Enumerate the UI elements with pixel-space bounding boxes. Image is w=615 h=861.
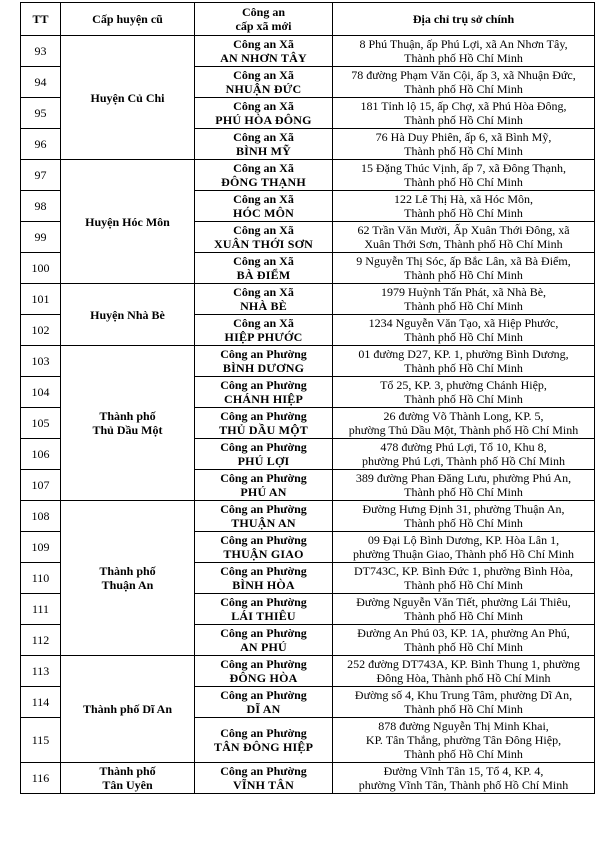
- police-unit-name: NHÀ BÈ: [240, 299, 287, 313]
- address-line: 1234 Nguyễn Văn Tạo, xã Hiệp Phước,: [368, 316, 559, 330]
- police-unit-cell: [195, 129, 333, 160]
- row-number: 107: [21, 470, 61, 501]
- address-line: 1979 Huỳnh Tấn Phát, xã Nhà Bè,: [380, 285, 547, 299]
- address-line: 26 đường Võ Thành Long, KP. 5,: [383, 409, 544, 423]
- police-unit-type: Công an Phường: [220, 626, 307, 640]
- address-cell: [333, 191, 595, 222]
- address-line: 122 Lê Thị Hà, xã Hóc Môn,: [393, 192, 534, 206]
- police-unit-type: Công an Xã: [233, 99, 294, 113]
- address-cell: [333, 625, 595, 656]
- former-district-name: Thành phố Dĩ An: [82, 702, 173, 716]
- police-unit-type: Công an Xã: [233, 254, 294, 268]
- former-district-name: Tân Uyên: [102, 778, 153, 792]
- police-unit-type: Công an Phường: [220, 378, 307, 392]
- row-number: 116: [21, 763, 61, 794]
- police-unit-name: NHUẬN ĐỨC: [225, 82, 302, 96]
- address-line: Tổ 25, KP. 3, phường Chánh Hiệp,: [380, 378, 547, 392]
- row-number: 104: [21, 377, 61, 408]
- police-unit-name: LÁI THIÊU: [231, 609, 296, 623]
- address-cell: [333, 67, 595, 98]
- former-district-cell: [61, 501, 195, 656]
- address-cell: [333, 656, 595, 687]
- police-unit-name: PHÚ LỢI: [237, 454, 290, 468]
- address-line: Thành phố Hồ Chí Minh: [404, 175, 523, 189]
- police-unit-type: Công an Xã: [233, 37, 294, 51]
- police-unit-type: Công an Phường: [220, 533, 307, 547]
- header-xa: [195, 3, 333, 36]
- police-unit-name: ĐÔNG THẠNH: [221, 175, 306, 189]
- address-line: KP. Tân Thắng, phường Tân Đông Hiệp,: [365, 733, 562, 747]
- former-district-name: Huyện Nhà Bè: [90, 307, 165, 322]
- police-unit-type: Công an Xã: [233, 161, 294, 175]
- row-number: 115: [21, 718, 61, 763]
- police-unit-cell: [195, 346, 333, 377]
- address-cell: [333, 98, 595, 129]
- address-line: Thành phố Hồ Chí Minh: [404, 144, 523, 158]
- row-number: 102: [21, 315, 61, 346]
- address-line: 181 Tỉnh lộ 15, ấp Chợ, xã Phú Hòa Đông,: [360, 99, 567, 113]
- address-line: Xuân Thới Sơn, Thành phố Hồ Chí Minh: [364, 237, 563, 251]
- row-number: 95: [21, 98, 61, 129]
- address-line: Thành phố Hồ Chí Minh: [404, 609, 523, 623]
- police-unit-type: Công an Phường: [220, 564, 307, 578]
- address-cell: [333, 222, 595, 253]
- address-line: phường Phú Lợi, Thành phố Hồ Chí Minh: [362, 454, 565, 468]
- row-number: 106: [21, 439, 61, 470]
- police-unit-type: Công an Xã: [233, 130, 294, 144]
- police-unit-name: THUẬN GIAO: [223, 547, 304, 561]
- header-tt: TT: [21, 3, 61, 36]
- row-number: 105: [21, 408, 61, 439]
- row-number: 110: [21, 563, 61, 594]
- address-line: Thành phố Hồ Chí Minh: [404, 268, 523, 282]
- header-huyen: Cấp huyện cũ: [61, 3, 195, 36]
- header-xa-line1: Công an: [241, 5, 285, 19]
- police-unit-type: Công an Phường: [220, 347, 307, 361]
- police-unit-name: HIỆP PHƯỚC: [224, 330, 303, 344]
- address-cell: [333, 36, 595, 67]
- address-line: Thành phố Hồ Chí Minh: [404, 51, 523, 65]
- table-row: [21, 763, 595, 794]
- police-unit-cell: [195, 36, 333, 67]
- row-number: 101: [21, 284, 61, 315]
- address-line: 62 Trần Văn Mười, Ấp Xuân Thới Đông, xã: [357, 223, 570, 237]
- police-unit-name: BÀ ĐIỂM: [236, 268, 291, 282]
- address-line: Thành phố Hồ Chí Minh: [404, 206, 523, 220]
- address-line: phường Vĩnh Tân, Thành phố Hồ Chí Minh: [358, 778, 569, 792]
- row-number: 98: [21, 191, 61, 222]
- address-line: 9 Nguyễn Thị Sóc, ấp Bắc Lân, xã Bà Điểm,: [356, 254, 571, 268]
- row-number: 103: [21, 346, 61, 377]
- table-row: [21, 501, 595, 532]
- row-number: 97: [21, 160, 61, 191]
- address-cell: [333, 594, 595, 625]
- address-cell: [333, 501, 595, 532]
- address-line: phường Thủ Dầu Một, Thành phố Hồ Chí Minh: [348, 423, 579, 437]
- police-unit-cell: [195, 191, 333, 222]
- address-line: Thành phố Hồ Chí Minh: [404, 299, 523, 313]
- header-addr: Địa chỉ trụ sở chính: [333, 3, 595, 36]
- address-line: Thành phố Hồ Chí Minh: [404, 485, 523, 499]
- police-unit-type: Công an Phường: [220, 595, 307, 609]
- police-unit-cell: [195, 377, 333, 408]
- former-district-cell: [61, 656, 195, 763]
- former-district-name: Thành phố: [99, 764, 156, 778]
- police-unit-type: Công an Xã: [233, 68, 294, 82]
- address-line: 15 Đặng Thúc Vịnh, ấp 7, xã Đông Thạnh,: [361, 161, 566, 175]
- row-number: 113: [21, 656, 61, 687]
- police-unit-name: BÌNH DƯƠNG: [222, 361, 305, 375]
- police-unit-name: BÌNH HÒA: [232, 578, 295, 592]
- police-unit-cell: [195, 253, 333, 284]
- police-unit-type: Công an Phường: [220, 409, 307, 423]
- police-unit-cell: [195, 160, 333, 191]
- police-unit-cell: [195, 563, 333, 594]
- header-xa-line2: cấp xã mới: [235, 19, 292, 33]
- address-line: Đông Hòa, Thành phố Hồ Chí Minh: [376, 671, 551, 685]
- row-number: 96: [21, 129, 61, 160]
- table-row: [21, 346, 595, 377]
- address-cell: [333, 377, 595, 408]
- police-unit-type: Công an Phường: [220, 688, 307, 702]
- police-unit-cell: [195, 594, 333, 625]
- address-line: 01 đường D27, KP. 1, phường Bình Dương,: [358, 347, 569, 361]
- police-unit-name: TÂN ĐÔNG HIỆP: [213, 740, 314, 754]
- address-line: Thành phố Hồ Chí Minh: [404, 392, 523, 406]
- former-district-cell: [61, 346, 195, 501]
- row-number: 99: [21, 222, 61, 253]
- table-row: [21, 160, 595, 191]
- police-unit-name: PHÚ AN: [240, 485, 287, 499]
- table-row: [21, 36, 595, 67]
- address-line: Thành phố Hồ Chí Minh: [404, 113, 523, 127]
- police-unit-type: Công an Phường: [220, 471, 307, 485]
- police-unit-type: Công an Xã: [233, 285, 294, 299]
- police-unit-type: Công an Xã: [233, 223, 294, 237]
- police-unit-name: ĐÔNG HÒA: [229, 671, 298, 685]
- table-row: [21, 284, 595, 315]
- police-unit-name: THỦ DẦU MỘT: [219, 423, 308, 437]
- address-line: Đường An Phú 03, KP. 1A, phường An Phú,: [357, 626, 570, 640]
- police-unit-cell: [195, 656, 333, 687]
- police-address-table: [20, 2, 595, 794]
- former-district-cell: [61, 284, 195, 346]
- address-line: Đường Vĩnh Tân 15, Tổ 4, KP. 4,: [383, 764, 544, 778]
- address-cell: [333, 408, 595, 439]
- police-unit-cell: [195, 763, 333, 794]
- former-district-cell: [61, 763, 195, 794]
- police-unit-name: DĨ AN: [246, 702, 281, 716]
- former-district-name: Huyện Củ Chi: [90, 90, 165, 105]
- row-number: 109: [21, 532, 61, 563]
- police-unit-name: PHÚ HÒA ĐÔNG: [215, 113, 312, 127]
- address-cell: [333, 439, 595, 470]
- police-unit-name: HÓC MÔN: [232, 206, 295, 220]
- address-cell: [333, 160, 595, 191]
- table-body: [21, 36, 595, 794]
- police-unit-cell: [195, 439, 333, 470]
- address-cell: [333, 687, 595, 718]
- former-district-name: Thành phố: [99, 564, 156, 578]
- address-cell: [333, 284, 595, 315]
- police-unit-cell: [195, 315, 333, 346]
- address-cell: [333, 253, 595, 284]
- police-unit-name: AN PHÚ: [240, 640, 287, 654]
- address-line: 252 đường DT743A, KP. Bình Thung 1, phường: [347, 657, 580, 671]
- former-district-name: Huyện Hóc Môn: [85, 214, 170, 229]
- address-cell: [333, 470, 595, 501]
- police-unit-cell: [195, 625, 333, 656]
- former-district-cell: [61, 160, 195, 284]
- police-unit-type: Công an Phường: [220, 764, 307, 778]
- address-cell: [333, 315, 595, 346]
- former-district-name: Thủ Dầu Một: [92, 423, 163, 437]
- address-line: Thành phố Hồ Chí Minh: [404, 702, 523, 716]
- address-line: Đường số 4, Khu Trung Tâm, phường Dĩ An,: [354, 688, 573, 702]
- police-unit-cell: [195, 98, 333, 129]
- former-district-name: Thành phố: [99, 409, 156, 423]
- police-unit-type: Công an Phường: [220, 440, 307, 454]
- police-unit-cell: [195, 718, 333, 763]
- police-unit-cell: [195, 284, 333, 315]
- address-line: 878 đường Nguyễn Thị Minh Khai,: [378, 719, 549, 733]
- address-line: 76 Hà Duy Phiên, ấp 6, xã Bình Mỹ,: [375, 130, 552, 144]
- police-unit-name: BÌNH MỸ: [235, 144, 292, 158]
- row-number: 108: [21, 501, 61, 532]
- row-number: 111: [21, 594, 61, 625]
- police-unit-cell: [195, 67, 333, 98]
- police-unit-cell: [195, 408, 333, 439]
- police-unit-type: Công an Xã: [233, 316, 294, 330]
- former-district-cell: [61, 36, 195, 160]
- police-unit-type: Công an Phường: [220, 726, 307, 740]
- address-cell: [333, 532, 595, 563]
- address-line: Thành phố Hồ Chí Minh: [404, 640, 523, 654]
- address-cell: [333, 763, 595, 794]
- police-unit-cell: [195, 532, 333, 563]
- address-cell: [333, 129, 595, 160]
- address-line: DT743C, KP. Bình Đức 1, phường Bình Hòa,: [353, 564, 574, 578]
- police-unit-name: VĨNH TÂN: [232, 778, 295, 792]
- police-unit-cell: [195, 501, 333, 532]
- address-line: 09 Đại Lộ Bình Dương, KP. Hòa Lân 1,: [367, 533, 560, 547]
- address-line: 8 Phú Thuận, ấp Phú Lợi, xã An Nhơn Tây,: [359, 37, 568, 51]
- row-number: 112: [21, 625, 61, 656]
- police-unit-type: Công an Phường: [220, 657, 307, 671]
- police-unit-name: AN NHƠN TÂY: [220, 51, 307, 65]
- address-line: 78 đường Phạm Văn Cội, ấp 3, xã Nhuận Đức,: [351, 68, 576, 82]
- police-unit-cell: [195, 687, 333, 718]
- address-line: Thành phố Hồ Chí Minh: [404, 747, 523, 761]
- address-line: Thành phố Hồ Chí Minh: [404, 361, 523, 375]
- address-line: 389 đường Phan Đăng Lưu, phường Phú An,: [355, 471, 572, 485]
- address-line: Đường Hưng Định 31, phường Thuận An,: [362, 502, 565, 516]
- row-number: 93: [21, 36, 61, 67]
- header-row: [21, 3, 595, 36]
- address-cell: [333, 346, 595, 377]
- row-number: 94: [21, 67, 61, 98]
- address-line: Thành phố Hồ Chí Minh: [404, 82, 523, 96]
- police-unit-type: Công an Xã: [233, 192, 294, 206]
- address-cell: [333, 563, 595, 594]
- address-line: phường Thuận Giao, Thành phố Hồ Chí Minh: [352, 547, 575, 561]
- row-number: 100: [21, 253, 61, 284]
- police-unit-name: CHÁNH HIỆP: [223, 392, 303, 406]
- police-unit-cell: [195, 470, 333, 501]
- row-number: 114: [21, 687, 61, 718]
- police-unit-name: XUÂN THỚI SƠN: [213, 237, 314, 251]
- address-line: Thành phố Hồ Chí Minh: [404, 330, 523, 344]
- address-line: 478 đường Phú Lợi, Tổ 10, Khu 8,: [380, 440, 547, 454]
- address-line: Thành phố Hồ Chí Minh: [404, 516, 523, 530]
- address-line: Thành phố Hồ Chí Minh: [404, 578, 523, 592]
- former-district-name: Thuận An: [101, 578, 154, 592]
- table-row: [21, 656, 595, 687]
- address-line: Đường Nguyễn Văn Tiết, phường Lái Thiêu,: [356, 595, 571, 609]
- police-unit-type: Công an Phường: [220, 502, 307, 516]
- police-unit-name: THUẬN AN: [231, 516, 296, 530]
- address-cell: [333, 718, 595, 763]
- police-unit-cell: [195, 222, 333, 253]
